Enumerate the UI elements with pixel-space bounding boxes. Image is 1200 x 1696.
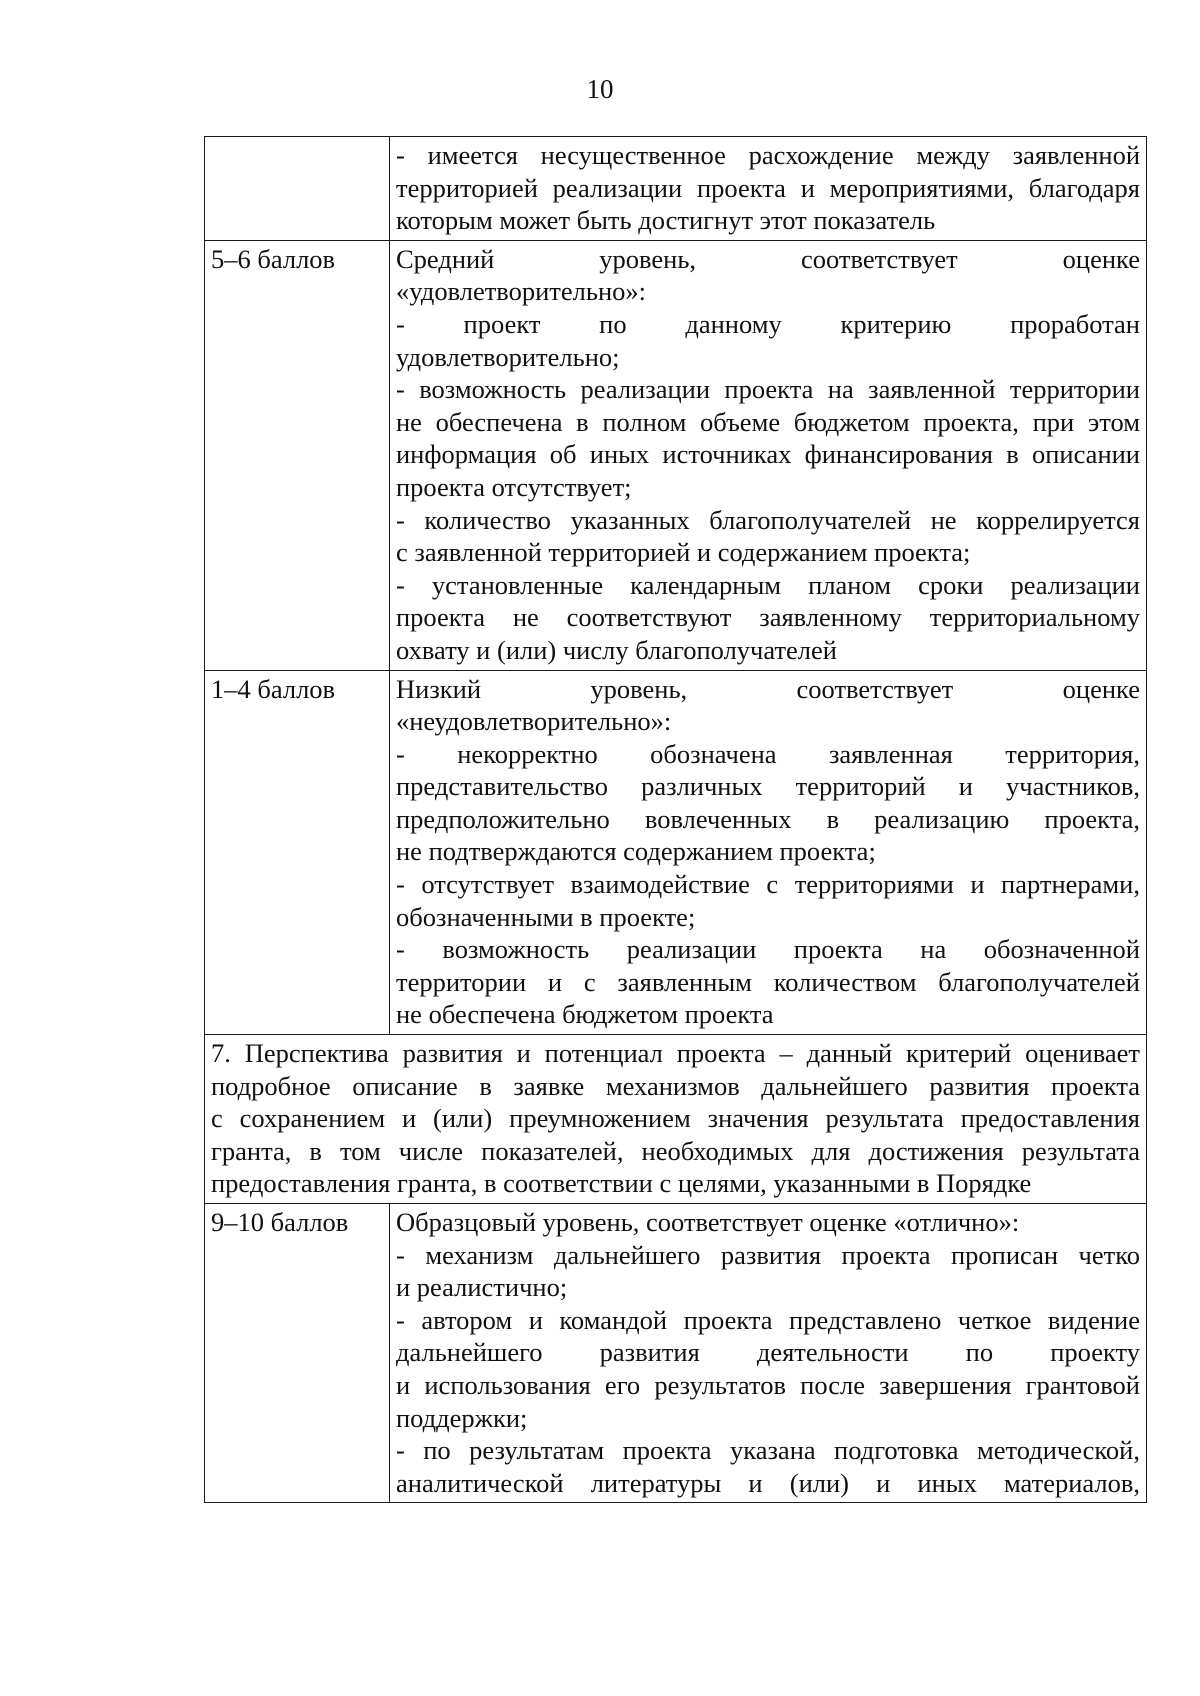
criteria-table	[204, 136, 1147, 1503]
score-cell: 5–6 баллов	[205, 240, 390, 670]
description-line: предположительно вовлеченных в реализацию проекта,	[396, 803, 1140, 834]
description-line: «неудовлетворительно»:	[396, 706, 672, 737]
description-cell	[390, 240, 1147, 670]
description-line: - установленные календарным планом сроки реализации	[396, 569, 1140, 600]
description-line: с заявленной территорией и содержанием проекта;	[396, 537, 971, 568]
description-line: - отсутствует взаимодействие с территориями и партнерами,	[396, 869, 1140, 900]
description-line: не обеспечена бюджетом проекта	[396, 999, 774, 1030]
description-line: представительство различных территорий и участников,	[396, 771, 1140, 802]
description-cell	[390, 670, 1147, 1035]
description-line: проекта отсутствует;	[396, 471, 632, 502]
table-row	[205, 137, 1147, 241]
criterion-line: 7. Перспектива развития и потенциал проекта – данный критерий оценивает	[211, 1038, 1140, 1069]
table-row	[205, 1204, 1147, 1503]
description-line: - автором и командой проекта представлено четкое видение	[396, 1304, 1140, 1335]
description-line: - некорректно обозначена заявленная территория,	[396, 738, 1140, 769]
description-line: Образцовый уровень, соответствует оценке «отлично»:	[396, 1207, 1020, 1237]
description-line: проекта не соответствуют заявленному территориальному	[396, 602, 1140, 633]
criterion-row	[205, 1035, 1147, 1204]
criterion-description	[205, 1035, 1147, 1204]
table-row	[205, 240, 1147, 670]
description-line: - проект по данному критерию проработан	[396, 308, 1140, 339]
description-line: территорией реализации проекта и мероприятиями, благодаря	[396, 172, 1140, 203]
description-line: - по результатам проекта указана подготовка методической,	[396, 1435, 1140, 1466]
description-line: - возможность реализации проекта на обозначенной	[396, 934, 1140, 965]
criterion-line: предоставления гранта, в соответствии с целями, указанными в Порядке	[211, 1168, 1032, 1199]
table-row	[205, 670, 1147, 1035]
description-line: дальнейшего развития деятельности по проекту	[396, 1337, 1140, 1368]
description-line: - имеется несущественное расхождение между заявленной	[396, 140, 1140, 170]
description-line: аналитической литературы и (или) и иных материалов,	[396, 1467, 1140, 1498]
description-cell	[390, 1204, 1147, 1503]
description-line: охвату и (или) числу благополучателей	[396, 634, 837, 665]
description-line: территории и с заявленным количеством благополучателей	[396, 966, 1140, 997]
description-line: и реалистично;	[396, 1272, 568, 1303]
criterion-line: с сохранением и (или) преумножением значения результата предоставления	[211, 1103, 1140, 1134]
description-line: не подтверждаются содержанием проекта;	[396, 836, 876, 867]
description-line: Низкий уровень, соответствует оценке	[396, 673, 1140, 704]
description-line: Средний уровень, соответствует оценке	[396, 243, 1140, 274]
description-line: «удовлетворительно»:	[396, 276, 647, 307]
description-line: информация об иных источниках финансирования в описании	[396, 439, 1140, 470]
description-line: - возможность реализации проекта на заявленной территории	[396, 374, 1140, 405]
description-line: поддержки;	[396, 1402, 528, 1433]
description-line: и использования его результатов после завершения грантовой	[396, 1369, 1140, 1400]
score-cell: 9–10 баллов	[205, 1204, 390, 1503]
description-line: не обеспечена в полном объеме бюджетом проекта, при этом	[396, 406, 1140, 437]
criterion-line: гранта, в том числе показателей, необходимых для достижения результата	[211, 1135, 1140, 1166]
page-number: 10	[586, 74, 614, 104]
score-cell: 1–4 баллов	[205, 670, 390, 1035]
description-line: - механизм дальнейшего развития проекта прописан четко	[396, 1239, 1140, 1270]
criterion-line: подробное описание в заявке механизмов дальнейшего развития проекта	[211, 1070, 1140, 1101]
description-line: обозначенными в проекте;	[396, 901, 696, 932]
description-line: удовлетворительно;	[396, 341, 620, 372]
score-cell	[205, 137, 390, 241]
description-line: - количество указанных благополучателей не коррелируется	[396, 504, 1140, 535]
description-line: которым может быть достигнут этот показатель	[396, 205, 936, 236]
description-cell	[390, 137, 1147, 241]
